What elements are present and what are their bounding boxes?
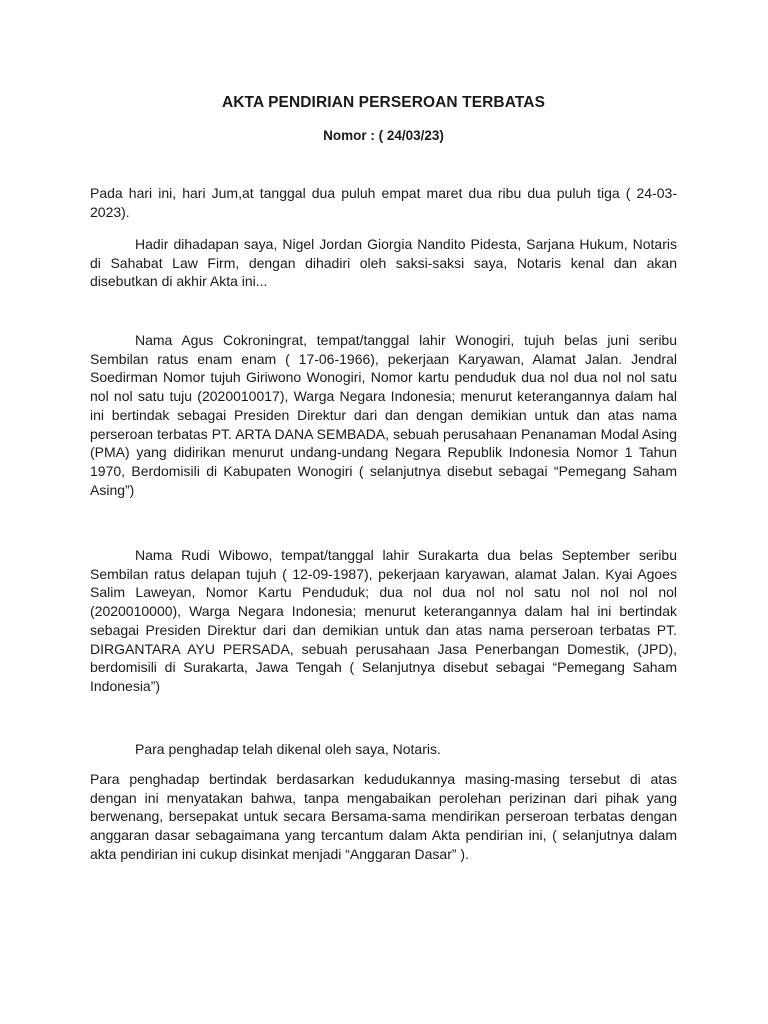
paragraph-party-indonesian: Nama Rudi Wibowo, tempat/tanggal lahir Surakarta dua belas September seribu Sembilan ratus delapan tujuh ( 12-09-1987), pekerjaan karyawan, alamat Jalan. Kyai Agoes Salim Laweyan, Nomor Kartu Penduduk; dua nol dua nol nol satu nol nol nol nol (2020010000), Warga Negara Indonesia; menurut keterangannya dalam hal ini bertindak sebagai Presiden Direktur dari dan demikian untuk dan atas nama perseroan terbatas PT. DIRGANTARA AYU PERSADA, sebuah perusahaan Jasa Penerbangan Domestik, (JPD), berdomisili di Surakarta, Jawa Tengah ( Selanjutnya disebut sebagai “Pemegang Saham Indonesia”) xyxy=(90,547,677,694)
document-number: Nomor : ( 24/03/23) xyxy=(323,128,444,143)
paragraph-agreement: Para penghadap bertindak berdasarkan kedudukannya masing-masing tersebut di atas dengan ini menyatakan bahwa, tanpa mengabaikan perolehan perizinan dari pihak yang berwenang, bersepakat untuk secara Bersama-sama mendirikan perseroan terbatas dengan anggaran dasar sebagaimana yang tercantum dalam Akta pendirian ini, ( selanjutnya dalam akta pendirian ini cukup disinkat menjadi “Anggaran Dasar” ). xyxy=(90,771,677,862)
paragraph-parties-known: Para penghadap telah dikenal oleh saya, Notaris. xyxy=(135,741,441,757)
paragraph-notary: Hadir dihadapan saya, Nigel Jordan Giorgia Nandito Pidesta, Sarjana Hukum, Notaris di Sahabat Law Firm, dengan dihadiri oleh saksi-saksi saya, Notaris kenal dan akan disebutkan di akhir Akta ini... xyxy=(90,236,677,290)
document-title: AKTA PENDIRIAN PERSEROAN TERBATAS xyxy=(221,94,546,111)
paragraph-party-foreign: Nama Agus Cokroningrat, tempat/tanggal lahir Wonogiri, tujuh belas juni seribu Sembilan ratus enam enam ( 17-06-1966), pekerjaan Karyawan, Alamat Jalan. Jendral Soedirman Nomor tujuh Giriwono Wonogiri, Nomor kartu penduduk dua nol dua nol nol satu nol nol satu tuju (2020010017), Warga Negara Indonesia; menurut keterangannya dalam hal ini bertindak sebagai Presiden Direktur dari dan dengan demikian untuk dan atas nama perseroan terbatas PT. ARTA DANA SEMBADA, sebuah perusahaan Penanaman Modal Asing (PMA) yang didirikan menurut undang-undang Negara Republik Indonesia Nomor 1 Tahun 1970, Berdomisili di Kabupaten Wonogiri ( selanjutnya disebut sebagai “Pemegang Saham Asing”) xyxy=(90,332,677,498)
document-page xyxy=(90,0,677,1024)
paragraph-opening-date: Pada hari ini, hari Jum,at tanggal dua puluh empat maret dua ribu dua puluh tiga ( 24-03-2023). xyxy=(90,185,677,220)
